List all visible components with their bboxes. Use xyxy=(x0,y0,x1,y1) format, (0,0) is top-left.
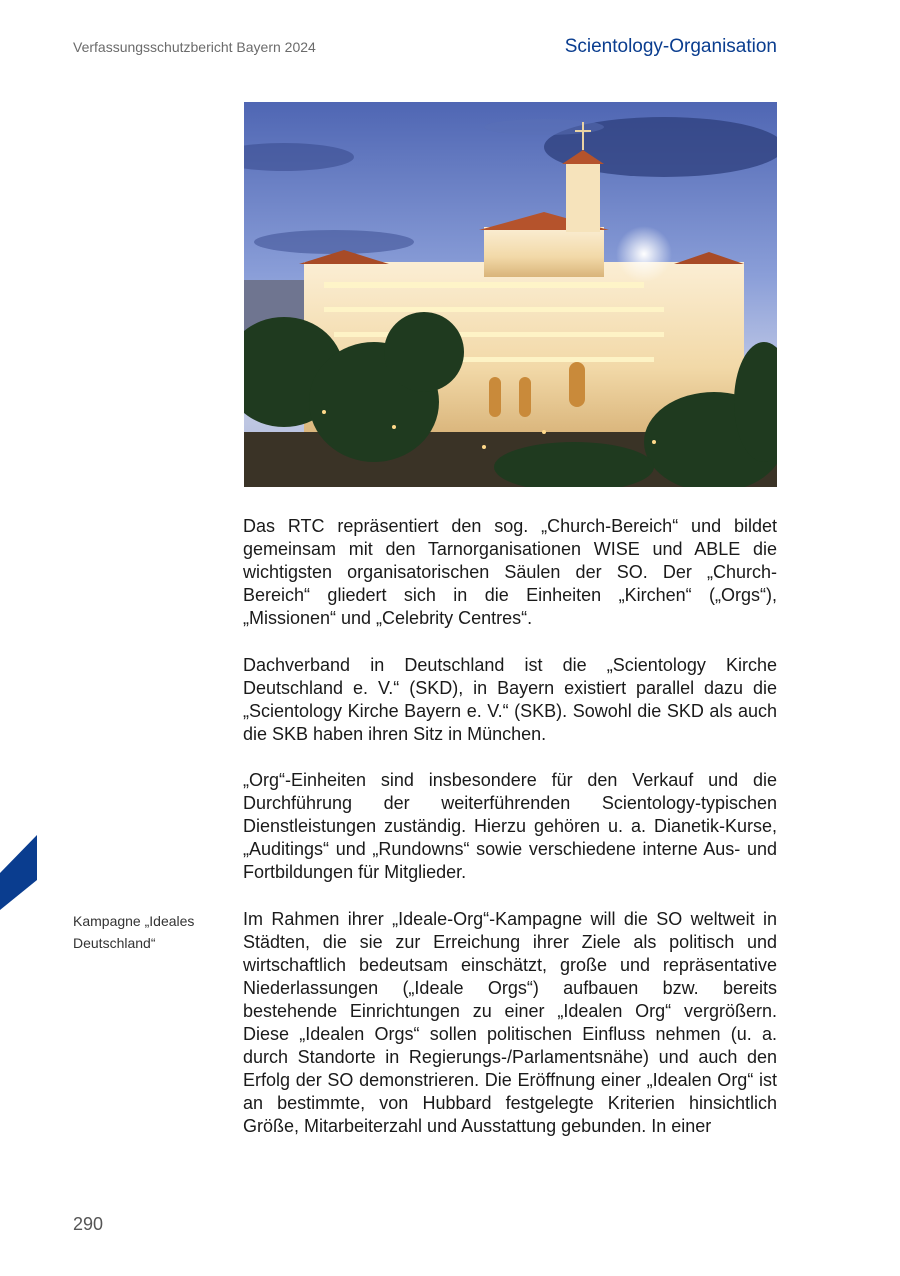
section-accent-marker xyxy=(0,835,37,910)
running-header-section-title: Scientology-Organisation xyxy=(564,36,777,57)
building-photo xyxy=(244,102,777,487)
paragraph-org-einheiten: „Org“-Einheiten sind insbesondere für den Verkauf und die Durchführung der weiterführenden Scientology-typischen Dienstleistungen zuständig. Hierzu gehören u. a. Dianetik-Kurse, „Auditings“ und „Rundowns“ sowie verschiedene interne Aus- und Fortbildungen für Mitglieder. xyxy=(243,770,777,882)
paragraph-ideale-org: Im Rahmen ihrer „Ideale-Org“-Kampagne will die SO weltweit in Städten, die sie zur Erreichung ihrer Ziele als politisch und wirtschaftlich bedeutsam einschätzt, große und repräsentative Niederlassungen („Ideale Orgs“) aufbauen bzw. bereits bestehende Einrichtungen zu einer „Idealen Org“ vergrößern. Diese „Idealen Orgs“ sollen politischen Einfluss nehmen (u. a. durch Standorte in Regierungs-/Parlamentsnähe) und auch den Erfolg der SO demonstrieren. Die Eröffnung einer „Idealen Org“ ist an bestimmte, von Hubbard festgelegte Kriterien hinsichtlich Größe, Mitarbeiterzahl und Ausstattung gebunden. In einer xyxy=(243,909,777,1136)
running-header-left: Verfassungsschutzbericht Bayern 2024 xyxy=(73,39,316,55)
margin-note-kampagne: Kampagne „Ideales Deutschland“ xyxy=(73,913,195,951)
paragraph-church-bereich: Das RTC repräsentiert den sog. „Church-Bereich“ und bildet gemeinsam mit den Tarnorganisationen WISE und ABLE die wichtigsten organisatorischen Säulen der SO. Der „Church-Bereich“ gliedert sich in die Einheiten „Kirchen“ („Orgs“), „Missionen“ und „Celebrity Centres“. xyxy=(243,516,777,628)
page-number: 290 xyxy=(73,1214,104,1234)
paragraph-dachverband: Dachverband in Deutschland ist die „Scientology Kirche Deutschland e. V.“ (SKD), in Bayern existiert parallel dazu die „Scientology Kirche Bayern e. V.“ (SKB). Sowohl die SKD als auch die SKB haben ihren Sitz in München. xyxy=(243,655,777,744)
